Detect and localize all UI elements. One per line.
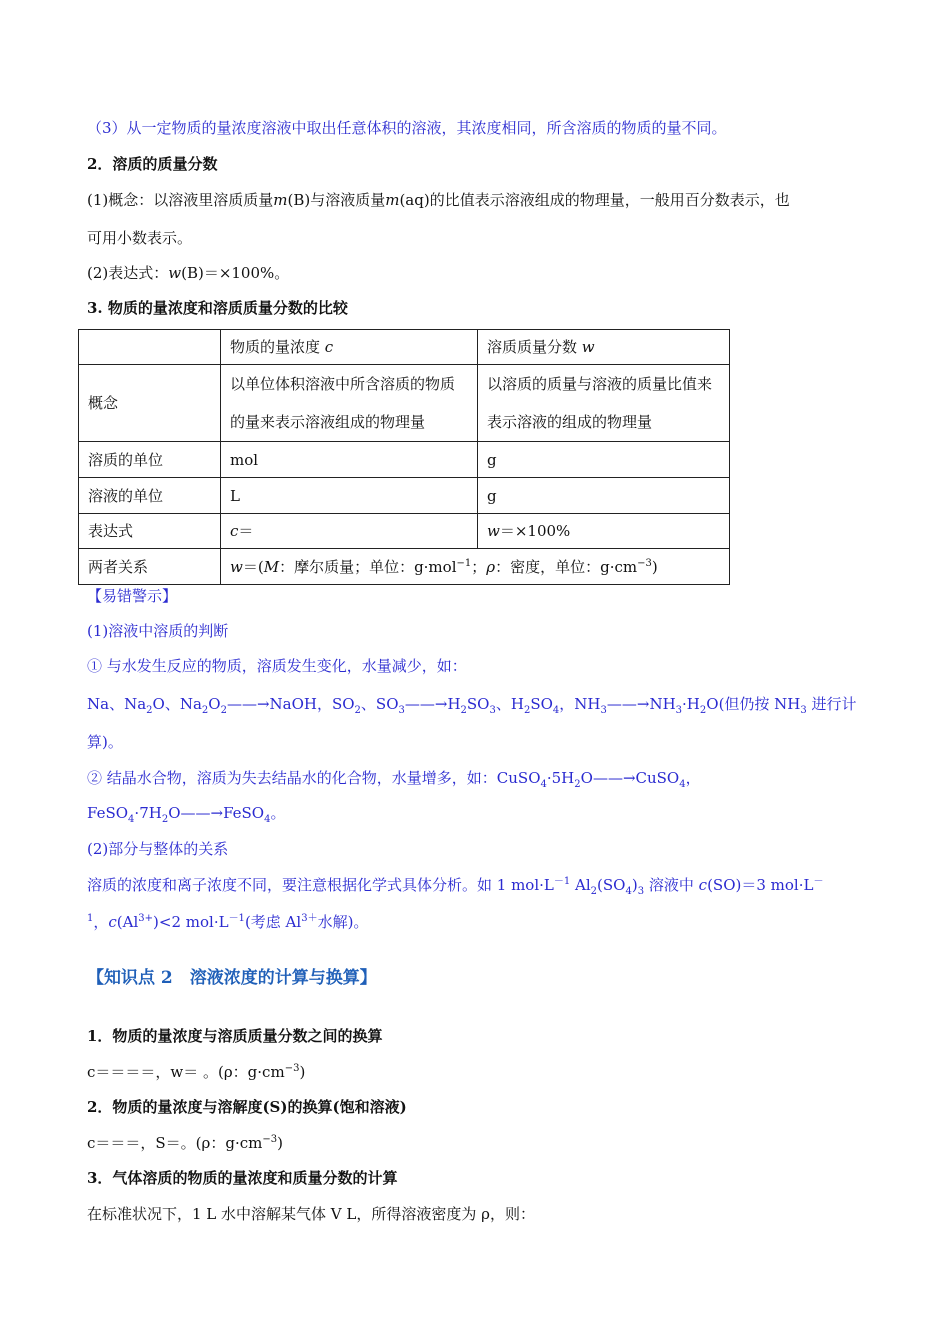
table-cell: g [478,478,730,514]
table-cell: mol [221,442,478,478]
k2-formula: c＝＝＝，S＝。(ρ：$g\cdot cm^{-3}$) [87,1134,283,1152]
knowledge-point-2-title: 【知识点 2 溶液浓度的计算与换算】 [87,968,377,988]
section-2-expression: (2)表达式：w(B)＝×100%。 [87,264,290,282]
table-header-c: 物质的量浓度 c [221,330,478,365]
warning-equation-1-cont: 算)。 [87,733,123,751]
table-row-label: 溶质的单位 [79,442,221,478]
warning-item-2: (2)部分与整体的关系 [87,840,229,858]
k3-title: 3．气体溶质的物质的量浓度和质量分数的计算 [87,1169,398,1187]
table-row-label: 溶液的单位 [79,478,221,514]
warning-item-1a: ① 与水发生反应的物质，溶质发生变化，水量减少，如： [87,657,467,675]
table-row [79,365,730,442]
k2-title: 2．物质的量浓度与溶解度(S)的换算(饱和溶液) [87,1098,407,1116]
table-row [79,514,730,549]
table-row [79,442,730,478]
warning-item-2a-cont: $^1$，$c(Al^{3+})<2$ $mol\cdot L^{-1}$(考虑 $Al^{3+}$水解)。 [87,913,369,931]
table-cell: 以单位体积溶液中所含溶质的物质的量来表示溶液组成的物理量 [221,365,478,442]
table-row-label: 表达式 [79,514,221,549]
section-2-title: 2．溶质的质量分数 [87,155,218,173]
warning-equation-2: $FeSO_4\cdot 7H_2O——\to FeSO_4$。 [87,804,286,825]
text-line-3: （3）从一定物质的量浓度溶液中取出任意体积的溶液，其浓度相同，所含溶质的物质的量不同。 [87,119,727,137]
table-row-label: 概念 [79,365,221,442]
table-header-row [79,330,730,365]
section-2-concept: (1)概念：以溶液里溶质质量m(B)与溶液质量m(aq)的比值表示溶液组成的物理量，一般用百分数表示，也 [87,191,790,209]
warning-title: 【易错警示】 [87,587,178,605]
warning-item-1b: ② 结晶水合物，溶质为失去结晶水的化合物，水量增多，如：$CuSO_4\cdot 5H_2O——\to CuSO_4$， [87,769,701,790]
section-3-title: 3. 物质的量浓度和溶质质量分数的比较 [87,299,348,317]
comparison-table [78,329,730,585]
k1-title: 1．物质的量浓度与溶质质量分数之间的换算 [87,1027,383,1045]
table-header-w: 溶质质量分数 w [478,330,730,365]
table-cell: w＝×100% [478,514,730,549]
warning-item-2a: 溶质的浓度和离子浓度不同，要注意根据化学式具体分析。如 1 $mol\cdot L^{-1}$ $Al_2(SO_4)_3$ 溶液中 c(SO)＝3 mol·L－ [87,876,824,897]
table-row [79,549,730,585]
table-cell: c＝ [221,514,478,549]
warning-item-1: (1)溶液中溶质的判断 [87,622,229,640]
table-row [79,478,730,514]
table-cell: 以溶质的质量与溶液的质量比值来表示溶液的组成的物理量 [478,365,730,442]
table-cell: g [478,442,730,478]
k1-formula: c＝＝＝＝，w＝ 。(ρ：$g\cdot cm^{-3}$) [87,1063,306,1081]
table-cell-corner [79,330,221,365]
k3-text: 在标准状况下，1 L 水中溶解某气体 V L，所得溶液密度为 ρ，则： [87,1205,535,1223]
warning-equation-1: Na、$Na_2O$、$Na_2O_2——\to NaOH$，$SO_2$、$SO_3——\to H_2SO_3$、$H_2SO_4$，$NH_3——\to NH_3\cdot H_2O$(但仍按 $NH_3$ 进行计 [87,695,857,716]
section-2-concept-cont: 可用小数表示。 [87,229,193,247]
table-cell: L [221,478,478,514]
table-cell-relation: w＝(M：摩尔质量；单位：g·mol$^{-1}$；ρ：密度，单位：$g\cdot cm^{-3}$) [221,549,730,585]
table-row-label: 两者关系 [79,549,221,585]
